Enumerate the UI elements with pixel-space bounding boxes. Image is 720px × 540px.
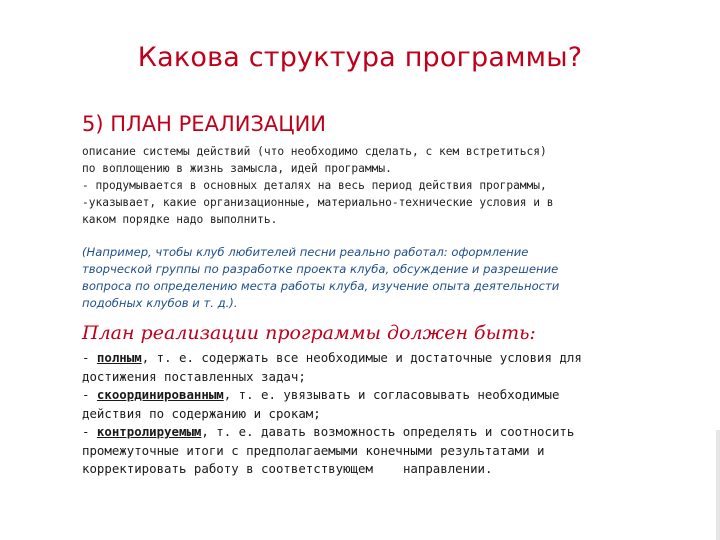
criterion-term: контролируемым <box>96 424 202 439</box>
example-line: (Например, чтобы клуб любителей песни реально работал: оформление <box>82 245 529 259</box>
criterion-controlled: - контролируемым, т. е. давать возможность определять и соотносить <box>82 424 575 439</box>
criterion-term: полным <box>96 350 142 365</box>
description-line: по воплощению в жизнь замысла, идей программы. <box>82 162 392 175</box>
description-line: каком порядке надо выполнить. <box>82 213 278 226</box>
criterion-text: , т. е. давать возможность определять и соотносить <box>201 424 575 439</box>
decorative-corner-bar <box>716 430 720 540</box>
criterion-coordinated: - скоординированным, т. е. увязывать и согласовывать необходимые <box>82 387 560 402</box>
criterion-text-line <box>82 460 642 479</box>
description-line: - продумывается в основных деталях на весь период действия программы, <box>82 179 547 192</box>
criterion-text: корректировать работу в соответствующем <box>82 461 373 476</box>
description-block <box>82 143 642 228</box>
criterion-text-line: действия по содержанию и срокам; <box>82 405 321 421</box>
example-block <box>82 244 642 312</box>
criterion-text: направлении. <box>402 461 493 476</box>
criterion-full: - полным, т. е. содержать все необходимые и достаточные условия для <box>82 350 582 365</box>
example-line: подобных клубов и т. д.). <box>82 296 238 310</box>
criterion-term: скоординированным <box>96 387 224 402</box>
criterion-text-line: достижения поставленных задач; <box>82 368 306 384</box>
description-line: -указывает, какие организационные, материально-технические условия и в <box>82 196 554 209</box>
criterion-text: , т. е. содержать все необходимые и достаточные условия для <box>141 350 582 365</box>
description-line: описание системы действий (что необходимо сделать, с кем встретиться) <box>82 145 547 158</box>
section-heading: 5) ПЛАН РЕАЛИЗАЦИИ <box>82 112 326 136</box>
criteria-list <box>82 349 642 479</box>
example-line: творческой группы по разработке проекта клуба, обсуждение и разрешение <box>82 262 559 276</box>
slide-title: Какова структура программы? <box>137 42 583 73</box>
example-line: вопроса по определению места работы клуба, изучение опыта деятельности <box>82 279 560 293</box>
plan-heading: План реализации программы должен быть: <box>82 322 536 344</box>
criterion-text: , т. е. увязывать и согласовывать необходимые <box>223 387 560 402</box>
criterion-text-line: промежуточные итоги с предполагаемыми конечными результатами и <box>82 442 545 458</box>
